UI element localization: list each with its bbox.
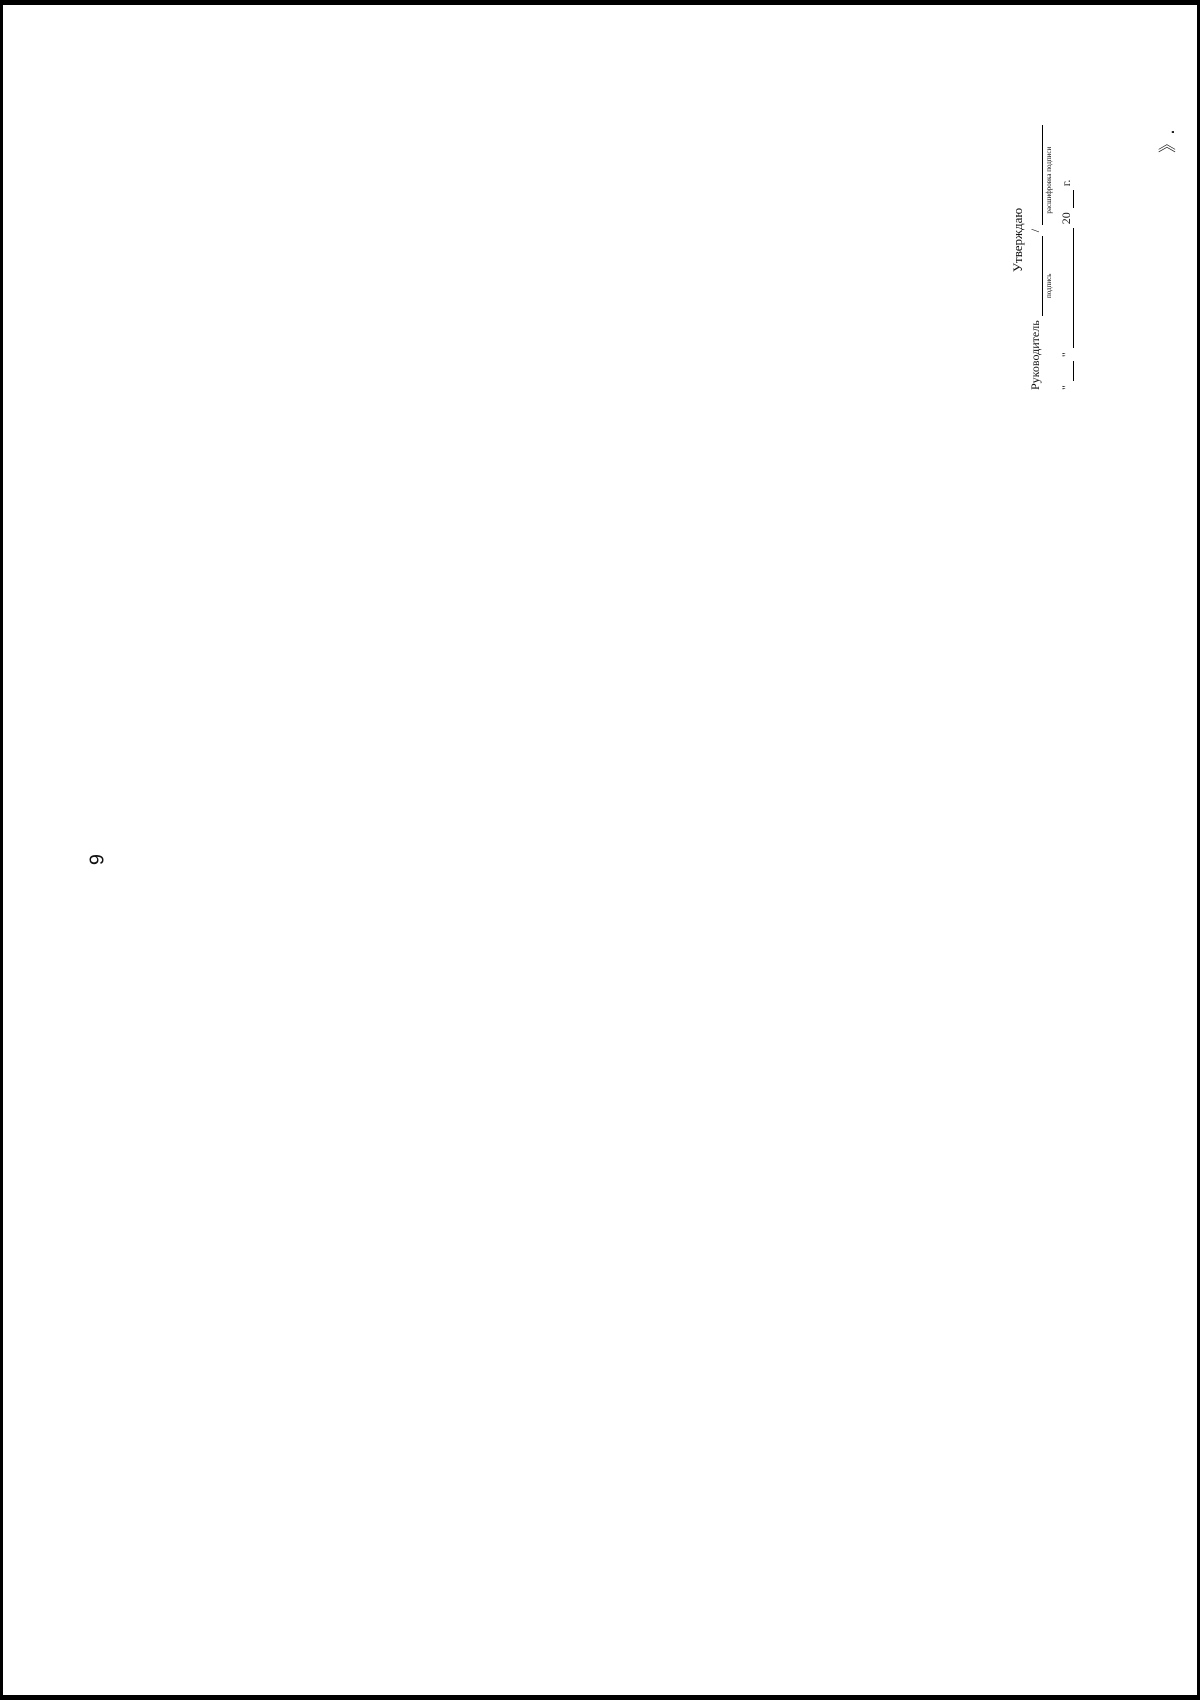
page-number: 9 [86,853,109,866]
head-signature-line[interactable] [1029,236,1043,316]
margin-mark: 》. [1157,129,1179,153]
approval-block: Утверждаю Руководитель / подпись расшифровка подписи " " 20 г. [1010,90,1074,390]
head-label: Руководитель [1028,320,1042,390]
approval-year-prefix: 20 [1059,212,1073,225]
date-quote-close: " [1059,352,1073,358]
rotated-form [1010,20,1200,1520]
head-decode-line[interactable] [1029,125,1043,225]
approval-year-suffix: г. [1059,179,1073,187]
approval-month-line[interactable] [1060,228,1074,348]
approval-title: Утверждаю [1010,207,1025,273]
date-quote-open: " [1059,385,1073,390]
caption-sign: подпись [1045,273,1053,298]
approval-year-line[interactable] [1060,190,1074,208]
caption-decode: расшифровка подписи [1045,146,1053,214]
approval-day-line[interactable] [1060,361,1074,381]
